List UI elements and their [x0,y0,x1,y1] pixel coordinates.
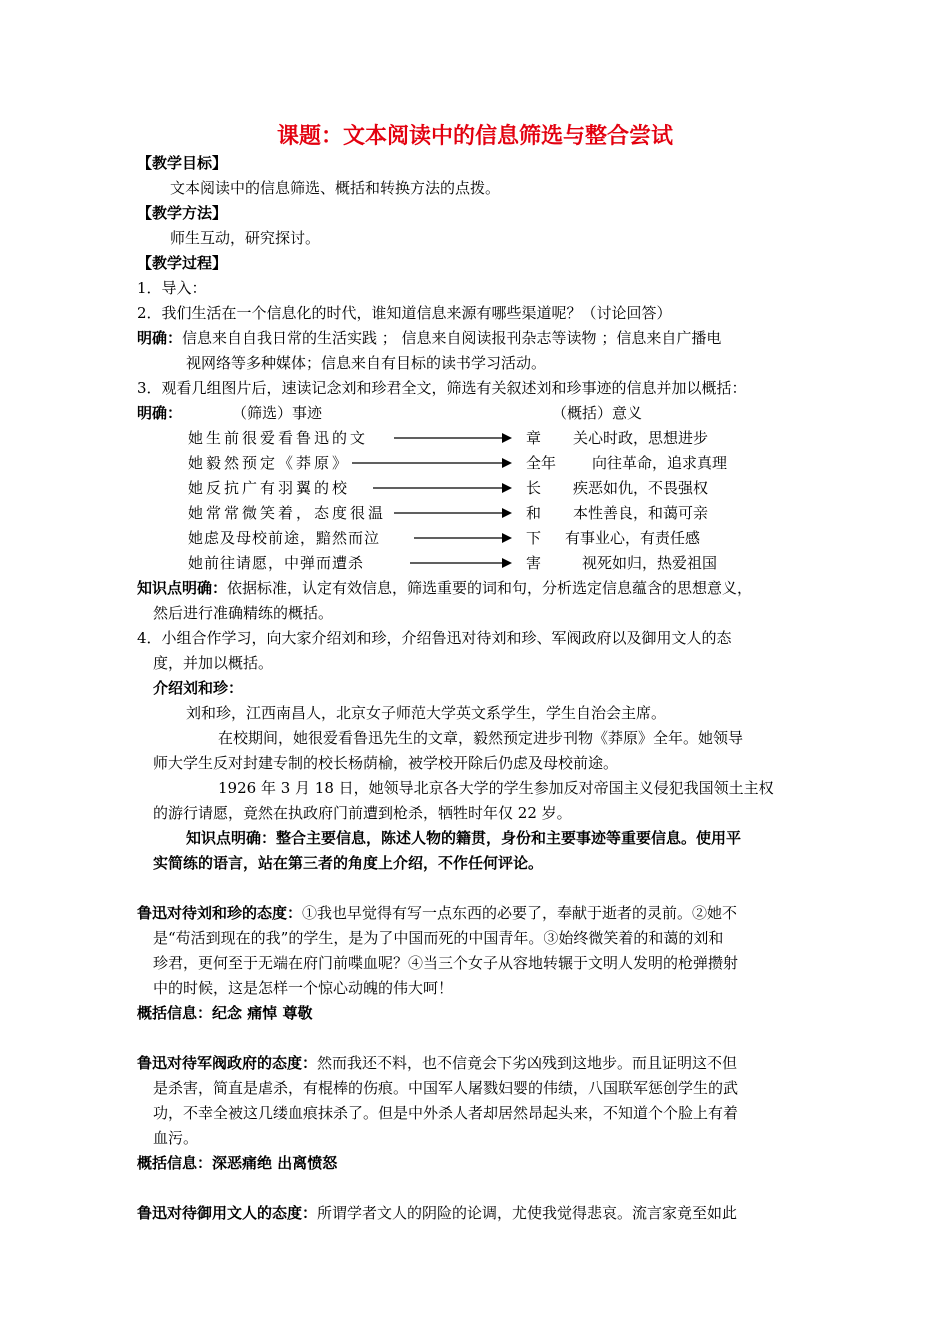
step-4-line-2: 度，并加以概括。 [153,654,274,672]
select-row-tail: 和 [526,504,542,522]
attitude-liu-line-3: 珍君，更何至于无端在府门前喋血呢？④当三个女子从容地转辗于文明人发明的枪弹攒射 [153,954,739,972]
attitude-liu-label: 鲁迅对待刘和珍的态度： [137,904,303,922]
arrow-icon [394,502,514,524]
knowledge-label: 知识点明确： [137,579,228,597]
knowledge-1-line-2: 然后进行准确精练的概括。 [153,604,334,622]
step-4-line-1: 4．小组合作学习，向大家介绍刘和珍，介绍鲁迅对待刘和珍、军阀政府以及御用文人的态 [137,629,732,647]
attitude-gov-label: 鲁迅对待军阀政府的态度： [137,1054,318,1072]
arrow-icon [352,452,514,474]
attitude-scholar-line-1 [137,1202,737,1224]
select-label: 明确： [137,404,183,422]
attitude-gov-line-4: 血污。 [153,1129,199,1147]
process-heading: 【教学过程】 [137,254,228,272]
goal-heading: 【教学目标】 [137,154,228,172]
page-title: 课题：文本阅读中的信息筛选与整合尝试 [276,124,673,149]
arrow-icon [414,527,514,549]
intro-knowledge-line-1: 知识点明确：整合主要信息，陈述人物的籍贯，身份和主要事迹等重要信息。使用平 [186,829,742,847]
select-row-event: 她常常微笑着，态度很温 [188,504,387,522]
summary-liu: 概括信息：纪念 痛悼 尊敬 [137,1004,313,1022]
clarify-label: 明确： [137,329,183,347]
select-row-meaning: 视死如归，热爱祖国 [582,554,718,572]
select-row-tail: 长 [526,479,542,497]
select-row-event: 她生前很爱看鲁迅的文 [188,429,369,447]
step-2: 2．我们生活在一个信息化的时代，谁知道信息来源有哪些渠道呢？（讨论回答） [137,304,672,322]
clarify-1-line-2: 视网络等多种媒体；信息来自有目标的读书学习活动。 [186,354,547,372]
attitude-gov-line-1 [137,1052,737,1074]
attitude-liu-line-2: 是“苟活到现在的我”的学生，是为了中国而死的中国青年。③始终微笑着的和蔼的刘和 [153,929,724,947]
intro-p3-line-1: 1926 年 3 月 18 日，她领导北京各大学的学生参加反对帝国主义侵犯我国领土主权 [218,779,774,797]
select-row-event: 她反抗广有羽翼的校 [188,479,351,497]
attitude-liu-line-4: 中的时候，这是怎样一个惊心动魄的伟大呵！ [153,979,454,997]
attitude-gov-line-3: 功，不幸全被这几缕血痕抹杀了。但是中外杀人者却居然昂起头来，不知道个个脸上有着 [153,1104,739,1122]
summary-gov: 概括信息：深恶痛绝 出离愤怒 [137,1154,338,1172]
arrow-icon [373,477,514,499]
select-row-event: 她毅然预定《莽原》 [188,454,351,472]
select-row-meaning: 疾恶如仇，不畏强权 [573,479,709,497]
select-row-tail: 害 [526,554,542,572]
select-row-meaning: 关心时政，思想进步 [573,429,709,447]
select-row-tail: 下 [526,529,542,547]
clarify-text: 信息来自自我日常的生活实践 ； 信息来自阅读报刊杂志等读物 ；信息来自广播电 [182,329,722,347]
step-1: 1．导入： [137,279,207,297]
attitude-scholar-text: 所谓学者文人的阴险的论调，尤使我觉得悲哀。流言家竟至如此 [317,1204,738,1222]
intro-p2-line-1: 在校期间，她很爱看鲁迅先生的文章，毅然预定进步刊物《莽原》全年。她领导 [218,729,744,747]
method-text: 师生互动，研究探讨。 [170,229,321,247]
select-left-header: （筛选）事迹 [232,404,323,422]
arrow-icon [410,552,514,574]
attitude-gov-text: 然而我还不料，也不信竟会下劣凶残到这地步。而且证明这不但 [317,1054,738,1072]
attitude-scholar-label: 鲁迅对待御用文人的态度： [137,1204,318,1222]
select-row-event: 她前往请愿，中弹而遭杀 [188,554,365,572]
select-row-tail: 章 [526,429,542,447]
select-row-tail: 全年 [526,454,557,472]
goal-text: 文本阅读中的信息筛选、概括和转换方法的点拨。 [170,179,501,197]
clarify-1-line-1 [137,327,721,349]
select-row-meaning: 本性善良，和蔼可亲 [573,504,709,522]
attitude-liu-line-1 [137,902,737,924]
arrow-icon [394,427,514,449]
method-heading: 【教学方法】 [137,204,228,222]
select-row-meaning: 有事业心，有责任感 [565,529,701,547]
attitude-liu-text: ①我也早觉得有写一点东西的必要了，奉献于逝者的灵前。②她不 [302,904,738,922]
intro-p3-line-2: 的游行请愿，竟然在执政府门前遭到枪杀，牺牲时年仅 22 岁。 [153,804,572,822]
knowledge-1-line-1 [137,577,752,599]
step-3: 3．观看几组图片后，速读记念刘和珍君全文，筛选有关叙述刘和珍事迹的信息并加以概括： [137,379,747,397]
intro-heading: 介绍刘和珍： [153,679,244,697]
select-right-header: （概括）意义 [552,404,643,422]
intro-knowledge-line-2: 实简练的语言，站在第三者的角度上介绍，不作任何评论。 [153,854,544,872]
select-row-meaning: 向往革命，追求真理 [592,454,728,472]
intro-p1: 刘和珍，江西南昌人，北京女子师范大学英文系学生，学生自治会主席。 [186,704,667,722]
intro-p2-line-2: 师大学生反对封建专制的校长杨荫榆，被学校开除后仍虑及母校前途。 [153,754,619,772]
select-row-event: 她虑及母校前途，黯然而泣 [188,529,381,547]
knowledge-text: 依据标准，认定有效信息，筛选重要的词和句，分析选定信息蕴含的思想意义， [227,579,753,597]
attitude-gov-line-2: 是杀害，简直是虐杀，有棍棒的伤痕。中国军人屠戮妇婴的伟绩，八国联军惩创学生的武 [153,1079,739,1097]
